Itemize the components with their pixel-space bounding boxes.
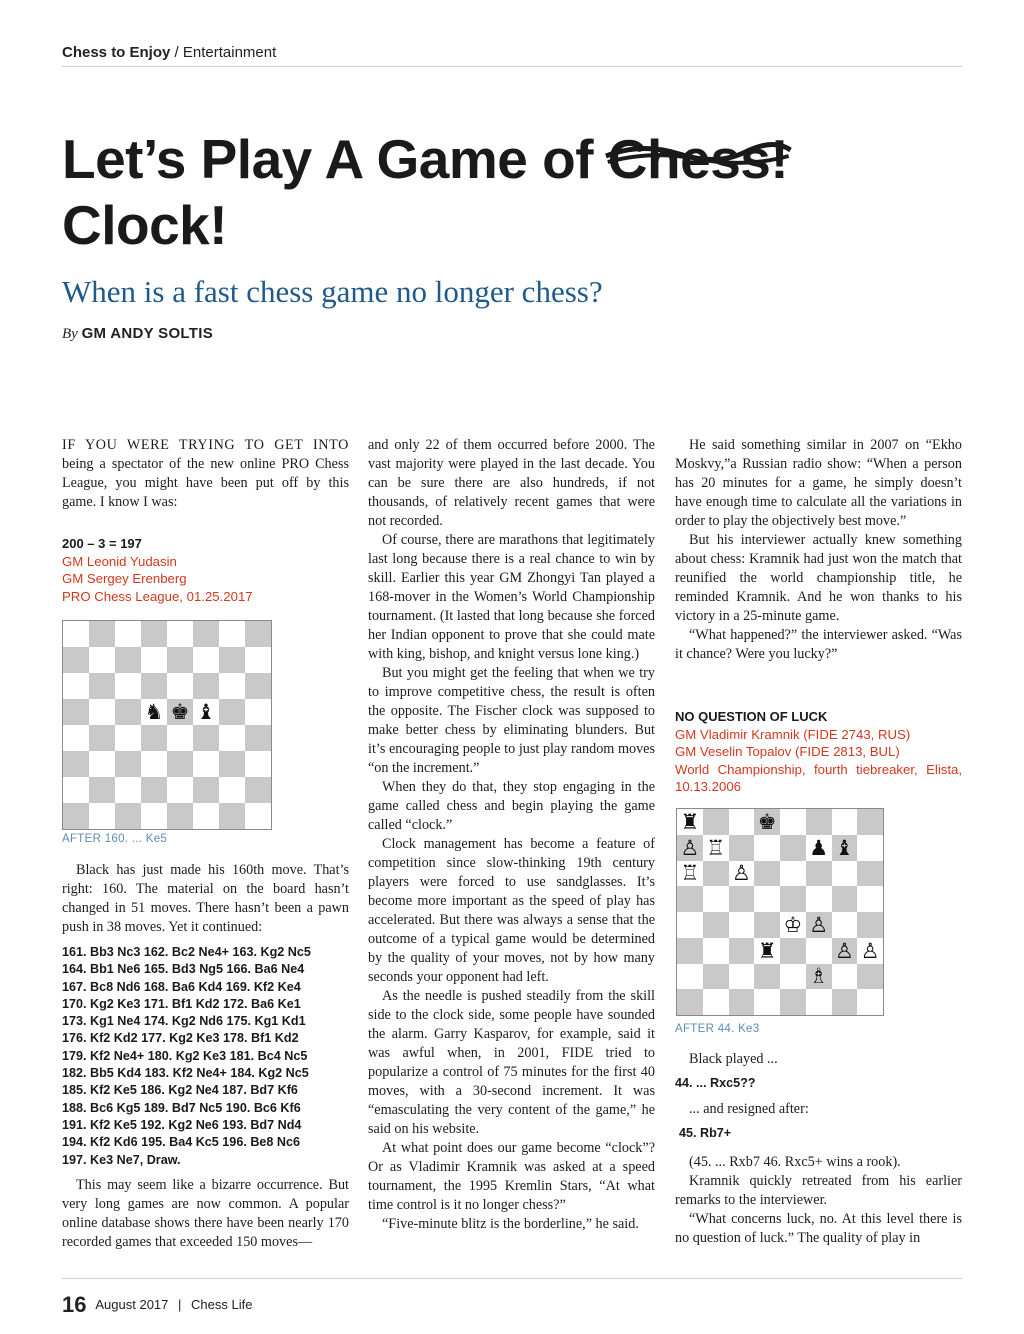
- board-square: [219, 803, 245, 829]
- chess-piece-square: ♜: [754, 938, 780, 964]
- move-line: 179. Kf2 Ne4+ 180. Kg2 Ke3 181. Bc4 Nc5: [62, 1048, 308, 1063]
- header-section: Chess to Enjoy: [62, 44, 171, 61]
- col3-move1: 44. ... Rxc5??: [675, 1076, 756, 1090]
- board-square: [141, 777, 167, 803]
- col1-para2: Black has just made his 160th move. That’s right: 160. The material on the board hasn’t changed in 51 moves. There hasn’t been a pawn push in 38 moves. Yet it continued:: [62, 862, 349, 935]
- board-square: [729, 912, 755, 938]
- board-square: [245, 699, 271, 725]
- board-square: [245, 725, 271, 751]
- move-line: 188. Bc6 Kg5 189. Bd7 Nc5 190. Bc6 Kf6: [62, 1100, 301, 1115]
- column-2: [368, 436, 655, 1234]
- footer-date: August 2017: [95, 1297, 169, 1312]
- strikethrough-scribble-icon: [604, 132, 792, 182]
- board-square: [245, 673, 271, 699]
- board-square: [167, 777, 193, 803]
- board-square: [89, 803, 115, 829]
- board-square: [754, 964, 780, 990]
- diagram2-caption: AFTER 44. Ke3: [675, 1023, 760, 1035]
- board-square: [63, 621, 89, 647]
- board-square: [89, 751, 115, 777]
- board-square: [245, 621, 271, 647]
- move-line: 197. Ke3 Ne7, Draw.: [62, 1152, 181, 1167]
- board-square: [115, 673, 141, 699]
- chess-piece-square: ♙: [677, 835, 703, 861]
- board-square: [167, 725, 193, 751]
- board-square: [115, 777, 141, 803]
- board-square: [806, 989, 832, 1015]
- board-square: [193, 647, 219, 673]
- byline-author: GM ANDY SOLTIS: [81, 325, 214, 342]
- board-square: [115, 725, 141, 751]
- byline: [62, 325, 213, 343]
- board-square: [115, 751, 141, 777]
- running-header: [62, 44, 962, 61]
- chess-piece-square: ♙: [857, 938, 883, 964]
- board-square: [754, 989, 780, 1015]
- col3-p2: But his interviewer actually knew something about chess: Kramnik had just won the match that reunified the world championship title, he reminded Kramnik. And he won thanks to his victory in a 25-minute game.: [675, 532, 962, 624]
- board-square: [729, 938, 755, 964]
- board-square: [780, 886, 806, 912]
- board-square: [115, 803, 141, 829]
- col2-p1: and only 22 of them occurred before 2000. The vast majority were played in the last decade. You can be sure there are also hundreds, if not thousands, of relatively recent games that were not recorded.: [368, 437, 655, 529]
- lead-caps: IF YOU WERE TRYING TO GET INTO: [62, 437, 349, 453]
- board-square: [857, 886, 883, 912]
- chess-piece-square: ♜: [677, 809, 703, 835]
- header-category: Entertainment: [182, 44, 277, 61]
- chess-piece-square: ♞: [141, 699, 167, 725]
- board-square: [115, 647, 141, 673]
- board-square: [729, 989, 755, 1015]
- game2-black: GM Veselin Topalov (FIDE 2813, BUL): [675, 744, 900, 759]
- chess-piece-square: ♔: [780, 912, 806, 938]
- board-square: [832, 912, 858, 938]
- board-square: [729, 886, 755, 912]
- board-square: [245, 751, 271, 777]
- board-square: [754, 886, 780, 912]
- board-square: [141, 673, 167, 699]
- board-square: [167, 621, 193, 647]
- board-square: [141, 725, 167, 751]
- board-square: [141, 751, 167, 777]
- col1-para3: This may seem like a bizarre occurrence. But very long games are now common. A popular online database shows there have been nearly 170 recorded games that exceeded 150 moves—: [62, 1177, 349, 1250]
- column-1: [62, 436, 349, 512]
- board-square: [193, 803, 219, 829]
- board-square: [193, 777, 219, 803]
- board-square: [754, 835, 780, 861]
- board-square: [729, 835, 755, 861]
- col3-p5: ... and resigned after:: [689, 1101, 809, 1118]
- game2-header: [675, 708, 962, 796]
- title-part2: Clock!: [62, 194, 228, 256]
- board-square: [806, 938, 832, 964]
- footer-rule: [62, 1278, 962, 1279]
- board-square: [677, 886, 703, 912]
- byline-by: By: [62, 326, 78, 342]
- board-square: [219, 699, 245, 725]
- col3-lower: [675, 1050, 962, 1248]
- board-square: [780, 964, 806, 990]
- move-line: 182. Bb5 Kd4 183. Kf2 Ne4+ 184. Kg2 Nc5: [62, 1066, 309, 1081]
- board-square: [193, 673, 219, 699]
- chess-piece-square: ♗: [806, 964, 832, 990]
- chess-diagram-2: [676, 808, 884, 1016]
- board-square: [832, 964, 858, 990]
- board-square: [806, 809, 832, 835]
- board-square: [219, 621, 245, 647]
- col2-p3: But you might get the feeling that when we try to improve competitive chess, the result is often the opposite. The Fischer clock was supposed to make better chess by eliminating blunders. But it’s encouraging people to just play random moves “on the increment.”: [368, 665, 655, 776]
- chess-piece-square: ♟: [806, 835, 832, 861]
- move-list: [62, 944, 349, 1169]
- board-square: [703, 938, 729, 964]
- lead-rest: being a spectator of the new online PRO Chess League, you might have been put off by this game. I know I was:: [62, 456, 349, 510]
- board-square: [832, 861, 858, 887]
- board-square: [219, 777, 245, 803]
- chess-piece-square: ♙: [806, 912, 832, 938]
- col3-p7: Kramnik quickly retreated from his earlier remarks to the interviewer.: [675, 1172, 962, 1208]
- column-3: [675, 436, 962, 664]
- chess-piece-square: ♚: [754, 809, 780, 835]
- game1-event: PRO Chess League, 01.25.2017: [62, 588, 253, 604]
- col2-p6: As the needle is pushed steadily from the skill side to the clock side, some people have sounded the alarm. Garry Kasparov, for example, said it was awful when, in 2001, FIDE tried to popularize a control of 75 minutes for the first 40 moves, with a 30-second increment. It was “emasculating the very content of the game,” he said on his website.: [368, 988, 655, 1137]
- board-square: [219, 647, 245, 673]
- board-square: [832, 809, 858, 835]
- board-square: [63, 803, 89, 829]
- game1-header: [62, 535, 349, 605]
- board-square: [219, 725, 245, 751]
- board-square: [63, 725, 89, 751]
- game1-black: GM Sergey Erenberg: [62, 571, 187, 586]
- footer-magazine: Chess Life: [191, 1297, 253, 1312]
- board-square: [63, 673, 89, 699]
- chess-piece-square: ♝: [193, 699, 219, 725]
- move-line: 176. Kf2 Kd2 177. Kg2 Ke3 178. Bf1 Kd2: [62, 1031, 299, 1046]
- title-struck-word: [608, 126, 788, 192]
- header-separator: /: [170, 44, 183, 61]
- title-struck-text: Chess!: [607, 128, 789, 190]
- col3-p4: Black played ...: [689, 1051, 778, 1067]
- board-square: [806, 886, 832, 912]
- game2-title: NO QUESTION OF LUCK: [675, 709, 828, 724]
- board-square: [754, 861, 780, 887]
- board-square: [832, 989, 858, 1015]
- board-square: [780, 809, 806, 835]
- board-square: [780, 989, 806, 1015]
- board-square: [219, 673, 245, 699]
- board-square: [167, 803, 193, 829]
- col1-para3-wrap: [62, 1176, 349, 1252]
- board-square: [63, 777, 89, 803]
- board-square: [780, 861, 806, 887]
- move-line: 161. Bb3 Nc3 162. Bc2 Ne4+ 163. Kg2 Nc5: [62, 945, 311, 959]
- board-square: [245, 803, 271, 829]
- board-square: [677, 964, 703, 990]
- move-line: 194. Kf2 Kd6 195. Ba4 Kc5 196. Be8 Nc6: [62, 1135, 301, 1150]
- col2-p5: Clock management has become a feature of competition since slow-thinking 19th century players were forced to use sandglasses. It’s become more important as the speed of play has accelerated. But there was always a sense that the outcome of a typical game would be determined by the quality of your moves, not by how many seconds your opponent had left.: [368, 836, 655, 985]
- game2-event: World Championship, fourth tiebreaker, Elista, 10.13.2006: [675, 761, 962, 794]
- board-square: [167, 751, 193, 777]
- board-square: [754, 912, 780, 938]
- board-square: [245, 647, 271, 673]
- board-square: [729, 809, 755, 835]
- move-line: 173. Kg1 Ne4 174. Kg2 Nd6 175. Kg1 Kd1: [62, 1014, 306, 1029]
- footer-separator: |: [178, 1297, 182, 1312]
- board-square: [141, 621, 167, 647]
- col2-p2: Of course, there are marathons that legitimately last long because there is a real chance to win by skill. Earlier this year GM Zhongyi Tan played a 168-mover in the Women’s World Championship tournament. (It lasted that long because she forced her Indian opponent to prove that she could mate with king, bishop, and knight versus lone king.): [368, 532, 655, 662]
- page-footer: [62, 1292, 252, 1318]
- board-square: [89, 699, 115, 725]
- move-line: 185. Kf2 Ke5 186. Kg2 Ne4 187. Bd7 Kf6: [62, 1083, 298, 1098]
- chess-diagram-1: [62, 620, 272, 830]
- board-square: [703, 886, 729, 912]
- col3-p1: He said something similar in 2007 on “Ekho Moskvy,”a Russian radio show: “When a person has 20 minutes for a game, he simply doesn’t have enough time to calculate all the variations in order to play the objectively best move.”: [675, 437, 962, 529]
- board-square: [63, 647, 89, 673]
- board-square: [703, 809, 729, 835]
- board-square: [857, 964, 883, 990]
- col3-p6: (45. ... Rxb7 46. Rxc5+ wins a rook).: [689, 1153, 901, 1170]
- col2-p7: At what point does our game become “clock”? Or as Vladimir Kramnik was asked at a speed tournament, the 1995 Kremlin Stars, “At what time control is it no longer chess?”: [368, 1140, 655, 1213]
- col2-p4: When they do that, they stop engaging in the game called chess and begin playing the game called “clock.”: [368, 779, 655, 833]
- chess-piece-square: ♙: [729, 861, 755, 887]
- board-square: [677, 989, 703, 1015]
- game2-white: GM Vladimir Kramnik (FIDE 2743, RUS): [675, 726, 911, 742]
- board-square: [219, 751, 245, 777]
- chess-piece-square: ♝: [832, 835, 858, 861]
- col3-p3: “What happened?” the interviewer asked. “Was it chance? Were you lucky?”: [675, 627, 962, 662]
- board-square: [89, 647, 115, 673]
- move-line: 167. Bc8 Nd6 168. Ba6 Kd4 169. Kf2 Ke4: [62, 979, 301, 994]
- board-square: [857, 835, 883, 861]
- board-square: [141, 803, 167, 829]
- board-square: [167, 673, 193, 699]
- move-line: 164. Bb1 Ne6 165. Bd3 Ng5 166. Ba6 Ne4: [62, 962, 305, 977]
- board-square: [857, 861, 883, 887]
- board-square: [245, 777, 271, 803]
- game1-title: 200 – 3 = 197: [62, 536, 142, 551]
- board-square: [89, 777, 115, 803]
- game1-white: GM Leonid Yudasin: [62, 553, 177, 569]
- board-square: [115, 621, 141, 647]
- board-square: [115, 699, 141, 725]
- board-square: [89, 725, 115, 751]
- board-square: [857, 809, 883, 835]
- col3-move2: 45. Rb7+: [679, 1126, 732, 1141]
- chess-piece-square: ♖: [703, 835, 729, 861]
- board-square: [857, 912, 883, 938]
- article-subtitle: When is a fast chess game no longer chess?: [62, 274, 603, 309]
- chess-piece-square: ♙: [832, 938, 858, 964]
- board-square: [677, 938, 703, 964]
- col3-p8: “What concerns luck, no. At this level there is no question of luck.” The quality of play in: [675, 1210, 962, 1246]
- diagram1-caption: AFTER 160. ... Ke5: [62, 833, 168, 845]
- board-square: [703, 912, 729, 938]
- board-square: [193, 621, 219, 647]
- title-part1: Let’s Play A Game of: [62, 128, 608, 190]
- board-square: [89, 673, 115, 699]
- lead-paragraph: [62, 436, 349, 512]
- board-square: [729, 964, 755, 990]
- col1-para2-wrap: [62, 861, 349, 937]
- board-square: [89, 621, 115, 647]
- chess-piece-square: ♚: [167, 699, 193, 725]
- board-square: [832, 886, 858, 912]
- board-square: [141, 647, 167, 673]
- board-square: [63, 751, 89, 777]
- board-square: [806, 861, 832, 887]
- article-title: [62, 126, 962, 258]
- col2-p8: “Five-minute blitz is the borderline,” he said.: [382, 1216, 639, 1232]
- board-square: [780, 938, 806, 964]
- header-rule: [62, 66, 962, 67]
- board-square: [857, 989, 883, 1015]
- board-square: [780, 835, 806, 861]
- board-square: [703, 964, 729, 990]
- board-square: [703, 989, 729, 1015]
- move-line: 191. Kf2 Ke5 192. Kg2 Ne6 193. Bd7 Nd4: [62, 1117, 302, 1132]
- page-number: 16: [62, 1292, 87, 1317]
- board-square: [677, 912, 703, 938]
- board-square: [193, 725, 219, 751]
- chess-piece-square: ♖: [677, 861, 703, 887]
- board-square: [63, 699, 89, 725]
- board-square: [193, 751, 219, 777]
- move-line: 170. Kg2 Ke3 171. Bf1 Kd2 172. Ba6 Ke1: [62, 996, 301, 1011]
- board-square: [703, 861, 729, 887]
- board-square: [167, 647, 193, 673]
